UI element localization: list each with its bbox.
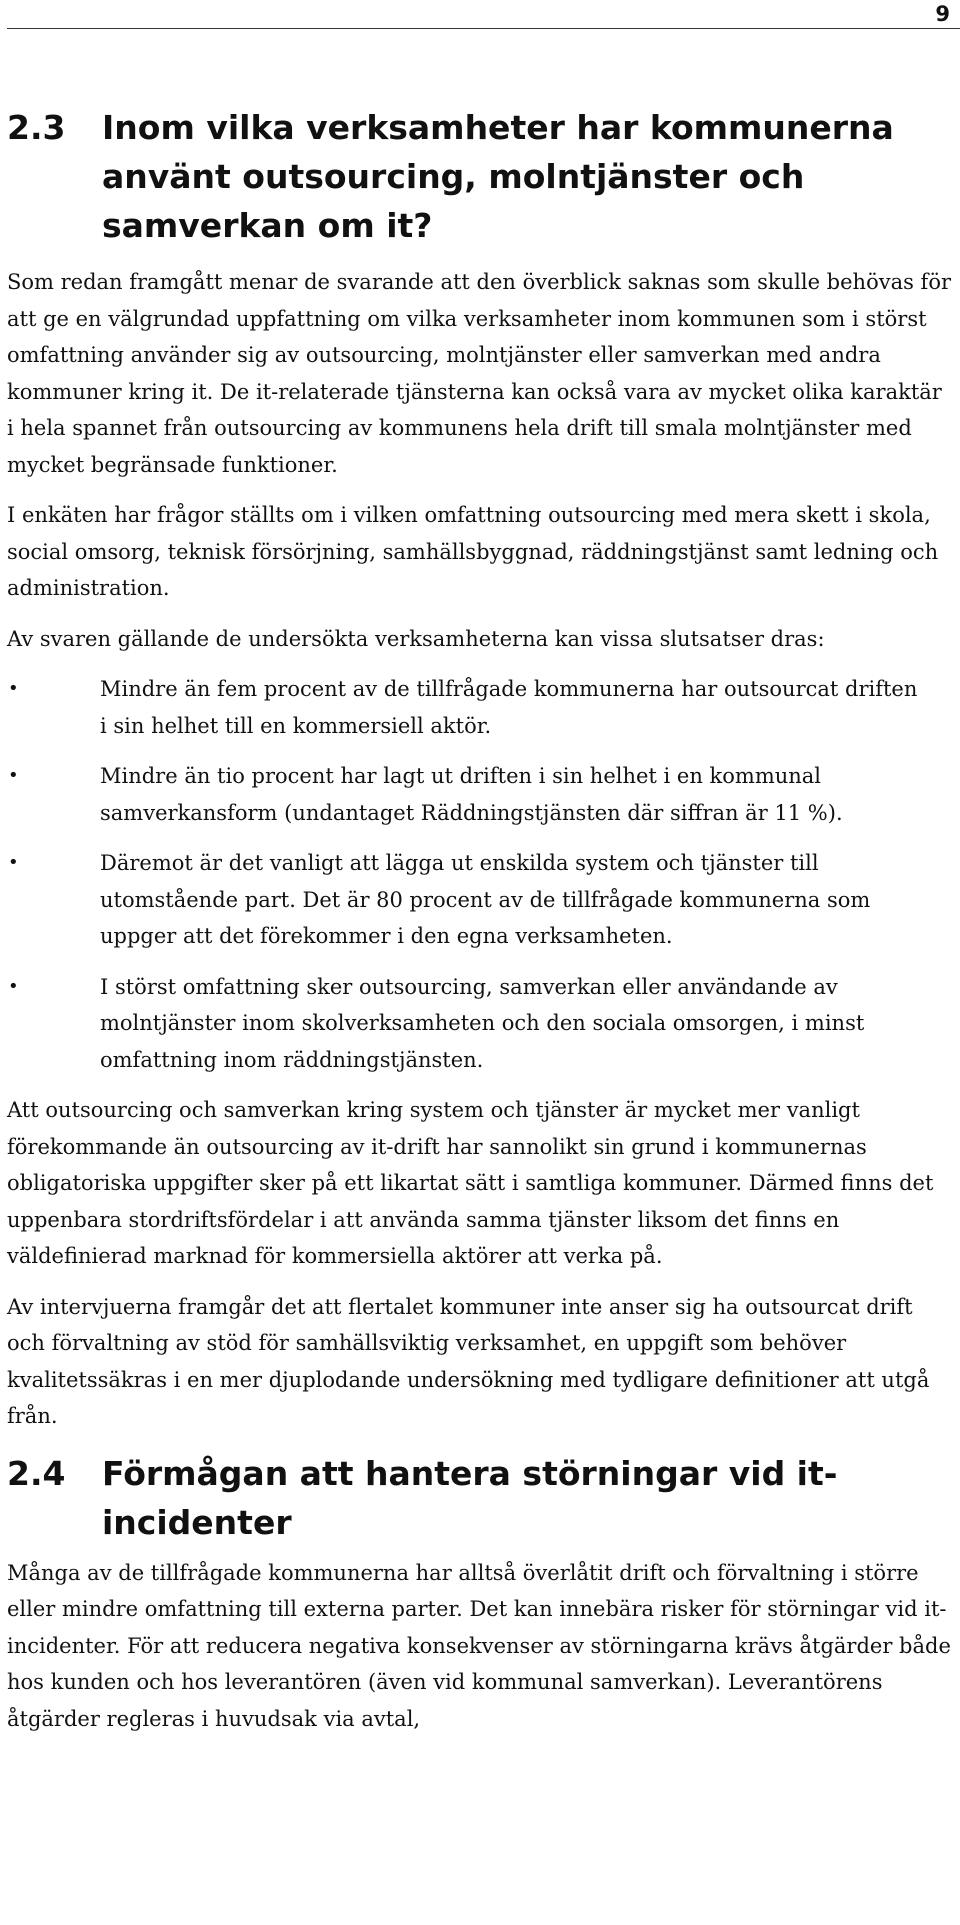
list-item-text: Mindre än tio procent har lagt ut driften i sin helhet i en kommunal samverkansform (undantaget Räddningstjänsten där siffran är 11 %). <box>100 764 843 825</box>
section-heading-2-3 <box>7 103 953 250</box>
section-title: Förmågan att hantera störningar vid it-incidenter <box>102 1453 838 1542</box>
paragraph: Att outsourcing och samverkan kring system och tjänster är mycket mer vanligt förekommande än outsourcing av it-drift har sannolikt sin grund i kommunernas obligatoriska uppgifter sker på ett likartat sätt i samtliga kommuner. Därmed finns det uppenbara stordriftsfördelar i att använda samma tjänster liksom det finns en väldefinierad marknad för kommersiella aktörer att verka på. <box>7 1098 934 1268</box>
paragraph: Av svaren gällande de undersökta verksamheterna kan vissa slutsatser dras: <box>7 626 825 651</box>
section-title: Inom vilka verksamheter har kommunerna använt outsourcing, molntjänster och samverkan om it? <box>102 108 894 245</box>
section-heading-2-4 <box>7 1449 953 1547</box>
page-number: 9 <box>935 2 950 26</box>
list-item-text: Mindre än fem procent av de tillfrågade kommunerna har outsourcat driften i sin helhet till en kommersiell aktör. <box>100 677 918 738</box>
paragraph: Som redan framgått menar de svarande att den överblick saknas som skulle behövas för att ge en välgrundad uppfattning om vilka verksamheter inom kommunen som i störst omfattning använder sig av outsourcing, molntjänster eller samverkan med andra kommuner kring it. De it-relaterade tjänsterna kan också vara av mycket olika karaktär i hela spannet från outsourcing av kommunens hela drift till smala molntjänster med mycket begränsade funktioner. <box>7 270 952 477</box>
bullet-list <box>7 671 953 1078</box>
list-item-text: I störst omfattning sker outsourcing, samverkan eller användande av molntjänster inom skolverksamheten och den sociala omsorgen, i minst omfattning inom räddningstjänsten. <box>100 974 865 1072</box>
paragraph: I enkäten har frågor ställts om i vilken omfattning outsourcing med mera skett i skola, social omsorg, teknisk försörjning, samhällsbyggnad, räddningstjänst samt ledning och administration. <box>7 503 939 600</box>
header-rule <box>7 28 960 29</box>
list-item-text: Däremot är det vanligt att lägga ut enskilda system och tjänster till utomstående part. Det är 80 procent av de tillfrågade kommunerna som uppger att det förekommer i den egna verksamheten. <box>100 851 871 948</box>
bullet-icon: • <box>8 852 19 873</box>
section-number: 2.3 <box>7 108 66 147</box>
bullet-icon: • <box>8 678 19 699</box>
list-item <box>7 671 953 744</box>
list-item <box>7 845 953 955</box>
paragraph: Av intervjuerna framgår det att flertalet kommuner inte anser sig ha outsourcat drift och förvaltning av stöd för samhällsviktig verksamhet, en uppgift som behöver kvalitetssäkras i en mer djuplodande undersökning med tydligare definitioner att utgå från. <box>7 1294 930 1428</box>
paragraph: Många av de tillfrågade kommunerna har alltså överlåtit drift och förvaltning i större eller mindre omfattning till externa parter. Det kan innebära risker för störningar vid it-incidenter. För att reducera negativa konsekvenser av störningarna krävs åtgärder både hos kunden och hos leverantören (även vid kommunal samverkan). Leverantörens åtgärder regleras i huvudsak via avtal, <box>7 1560 951 1731</box>
list-item <box>7 758 953 831</box>
bullet-icon: • <box>8 975 19 997</box>
section-number: 2.4 <box>7 1453 66 1493</box>
list-item <box>7 969 953 1079</box>
bullet-icon: • <box>8 765 19 786</box>
document-body <box>7 103 953 1751</box>
